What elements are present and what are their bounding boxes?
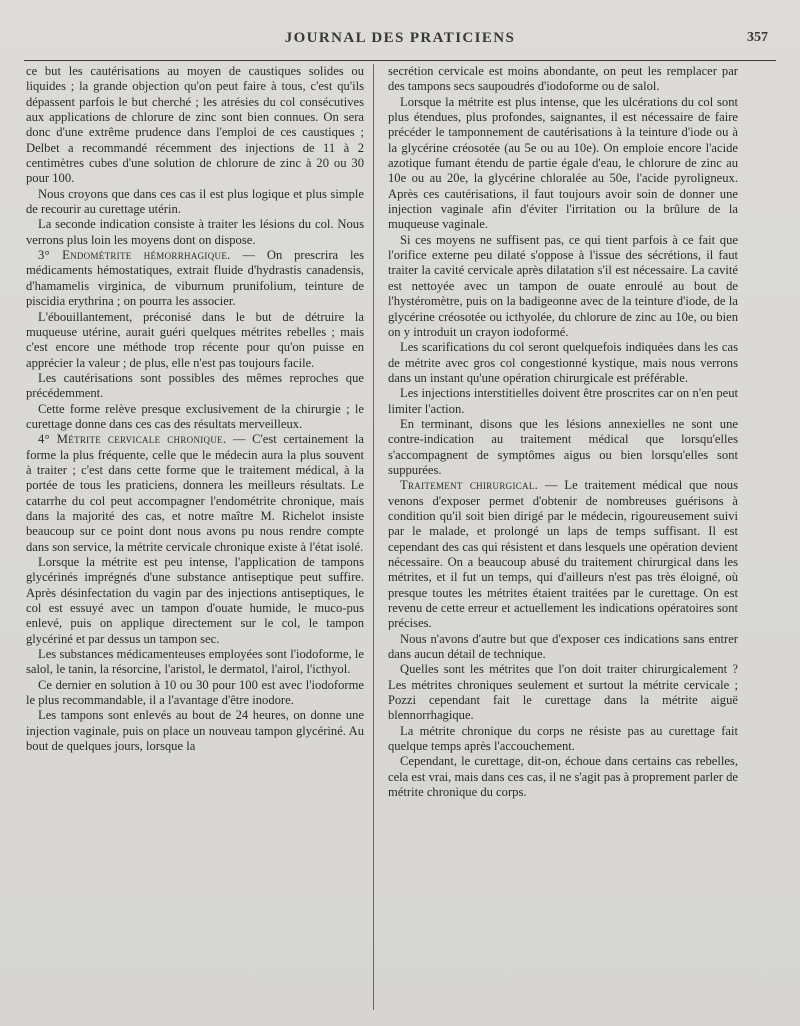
paragraph <box>26 708 364 754</box>
running-header <box>28 30 772 52</box>
paragraph <box>26 647 364 678</box>
paragraph <box>388 724 738 755</box>
paragraph <box>26 217 364 248</box>
paragraph-text: Lorsque la métrite est peu intense, l'application de tampons glycérinés imprégnés d'une substance antiseptique peut suffire. Après désinfectation du vagin par des injections antiseptiques, le col est essuyé avec un tampon d'ouate humide, le muco-pus enlevé, puis on applique directement sur le col, le tampon glycériné et par dessus un tampon sec. <box>26 555 364 646</box>
paragraph <box>388 754 738 800</box>
paragraph <box>388 478 738 631</box>
paragraph <box>26 64 364 187</box>
paragraph-text: La métrite chronique du corps ne résiste pas au curettage fait quelque temps après l'accouchement. <box>388 723 738 754</box>
paragraph <box>388 233 738 340</box>
paragraph-text: Les cautérisations sont possibles des mêmes reproches que précédemment. <box>26 370 364 401</box>
paragraph-text: Les tampons sont enlevés au bout de 24 heures, on donne une injection vaginale, puis on place un nouveau tampon glycériné. Au bout de quelques jours, lorsque la <box>26 708 364 754</box>
paragraph <box>388 417 738 478</box>
paragraph-text: Quelles sont les métrites que l'on doit traiter chirurgicalement ? Les métrites chroniques seulement et surtout la métrite cervicale ; Pozzi cependant fait le curettage dans la métrite aiguë blennorrhagique. <box>388 662 738 723</box>
journal-title: JOURNAL DES PRATICIENS <box>284 30 516 46</box>
paragraph-text: La seconde indication consiste à traiter les lésions du col. Nous verrons plus loin les moyens dont on dispose. <box>26 217 364 247</box>
paragraph-text: Nous croyons que dans ces cas il est plus logique et plus simple de recourir au curettage utérin. <box>26 186 364 217</box>
paragraph-text: secrétion cervicale est moins abondante, on peut les remplacer par des tampons secs saupoudrés d'iodoforme ou de salol. <box>388 64 738 94</box>
paragraph <box>26 402 364 433</box>
paragraph-text: Cependant, le curettage, dit-on, échoue dans certains cas rebelles, cela est vrai, mais dans ces cas, il ne s'agit pas à proprement parler de métrite chronique du corps. <box>388 754 738 800</box>
paragraph-text: Les injections interstitielles doivent être proscrites car on n'en peut limiter l'action. <box>388 386 738 416</box>
paragraph <box>26 371 364 402</box>
paragraph-text: Si ces moyens ne suffisent pas, ce qui tient parfois à ce fait que l'orifice externe peu dilaté s'oppose à l'issue des sécrétions, il faut traiter la cavité cervicale après dilatation s'il est nécessaire. La cavité est nettoyée avec un tampon de ouate enroulé au bout de l'hystéromètre, puis on la badigeonne avec de la teinture d'iode, de la glycérine créosotée ou icthyolée, du chlorure de zinc au 10e, ou bien on y introduit un crayon iodoformé. <box>388 232 738 339</box>
paragraph-text: — On prescrira les médicaments hémostatiques, extrait fluide d'hydrastis canadensis, d'hamamelis virginica, de viburnum prunifolium, teinture de piscidia erythrina ; on pourra les associer. <box>26 248 364 309</box>
paragraph <box>26 248 364 309</box>
section-heading: 3° Endométrite hémorrhagique. <box>38 248 231 263</box>
paragraph-text: Les scarifications du col seront quelquefois indiquées dans les cas de métrite avec gros col congestionné kystique, mais nous verrons dans un instant qu'une opération chirurgicale est préférable. <box>388 340 738 385</box>
header-rule <box>24 60 776 61</box>
paragraph <box>388 95 738 233</box>
paragraph-text: Ce dernier en solution à 10 ou 30 pour 100 est avec l'iodoforme le plus recommandable, il a l'avantage d'être inodore. <box>26 677 364 708</box>
paragraph-text: Cette forme relève presque exclusivement de la chirurgie ; le curettage donne dans ces cas des résultats merveilleux. <box>26 401 364 431</box>
paragraph <box>26 432 364 555</box>
paragraph <box>26 187 364 218</box>
section-heading: Traitement chirurgical. <box>400 478 539 493</box>
column-divider <box>373 64 374 1010</box>
section-heading: 4° Métrite cervicale chronique. <box>38 432 227 447</box>
paragraph <box>26 310 364 371</box>
paragraph-text: ce but les cautérisations au moyen de caustiques solides ou liquides ; la grande objection qu'on peut faire à tous, c'est qu'ils dépassent parfois le but cherché ; les atrésies du col consécutives aux applications de chlorure de zinc sont bien connues. On sera donc d'une extrême prudence dans l'emploi de ces caustiques ; Delbet a recommandé récemment des injections de 11 à 2 centimètres cubes d'une solution de chlorure de zinc à 20 ou 30 pour 100. <box>26 64 364 186</box>
paragraph-text: — C'est certainement la forme la plus fréquente, celle que le médecin aura la plus souvent à traiter ; c'est dans cette forme que le traitement médical, à la portée de tous les praticiens, donnera les meilleurs résultats. Le catarrhe du col peut accompagner l'endométrite chronique, mais dans la majorité des cas, et notre maître M. Richelot insiste beaucoup sur ce point dont nous avons pu nous rendre compte dans son service, la métrite cervicale chronique existe à l'état isolé. <box>26 432 364 554</box>
paragraph-text: Lorsque la métrite est plus intense, que les ulcérations du col sont plus étendues, plus profondes, saignantes, il est nécessaire de faire précéder le tamponnement de cautérisations à la teinture d'iode ou à la glycérine créosotée (au 5e ou au 10e). On emploie encore l'acide azotique fumant étendu de partie égale d'eau, le chlorure de zinc au 10e ou au 20e, la glycérine chloralée au 50e, l'acide pyroligneux. Après ces cautérisations, il faut toujours avoir soin de donner une injection vaginale afin d'éviter l'irritation ou la brûlure de la muqueuse vaginale. <box>388 94 738 232</box>
page-number: 357 <box>747 30 768 45</box>
paragraph <box>26 555 364 647</box>
paragraph-text: — Le traitement médical que nous venons d'exposer permet d'obtenir de nombreuses guérisons à condition qu'il soit bien dirigé par le médecin, rigoureusement suivi par le malade, et prolongé un laps de temps suffisant. Il est cependant des cas qui résistent et dans lesquels une opération devient nécessaire. On a beaucoup abusé du traitement chirurgical dans les métrites, et il fut un temps, qui d'ailleurs n'est pas très éloigné, où presque toutes les métrites étaient traitées par le curettage. On est revenu de cette erreur et actuellement les indications opératoires sont précises. <box>388 478 738 631</box>
paragraph <box>388 662 738 723</box>
paragraph <box>26 678 364 709</box>
paragraph <box>388 386 738 417</box>
left-text-column <box>26 64 364 754</box>
paragraph-text: Les substances médicamenteuses employées sont l'iodoforme, le salol, le tanin, la résorcine, l'aristol, le dermatol, l'airol, l'icthyol. <box>26 647 364 677</box>
paragraph-text: En terminant, disons que les lésions annexielles ne sont une contre-indication au traitement médical que lorsqu'elles s'accompagnent de symptômes aigus ou bien lorsqu'elles sont suppurées. <box>388 416 738 477</box>
paragraph-text: Nous n'avons d'autre but que d'exposer ces indications sans entrer dans aucun détail de technique. <box>388 631 738 662</box>
paragraph <box>388 632 738 663</box>
right-text-column <box>388 64 738 801</box>
paragraph-text: L'ébouillantement, préconisé dans le but de détruire la muqueuse utérine, aurait guéri quelques métrites rebelles ; mais c'est encore une méthode trop récente pour qu'on puisse en apprécier la valeur ; de plus, elle n'est pas toujours facile. <box>26 309 364 370</box>
paragraph <box>388 340 738 386</box>
paragraph <box>388 64 738 95</box>
